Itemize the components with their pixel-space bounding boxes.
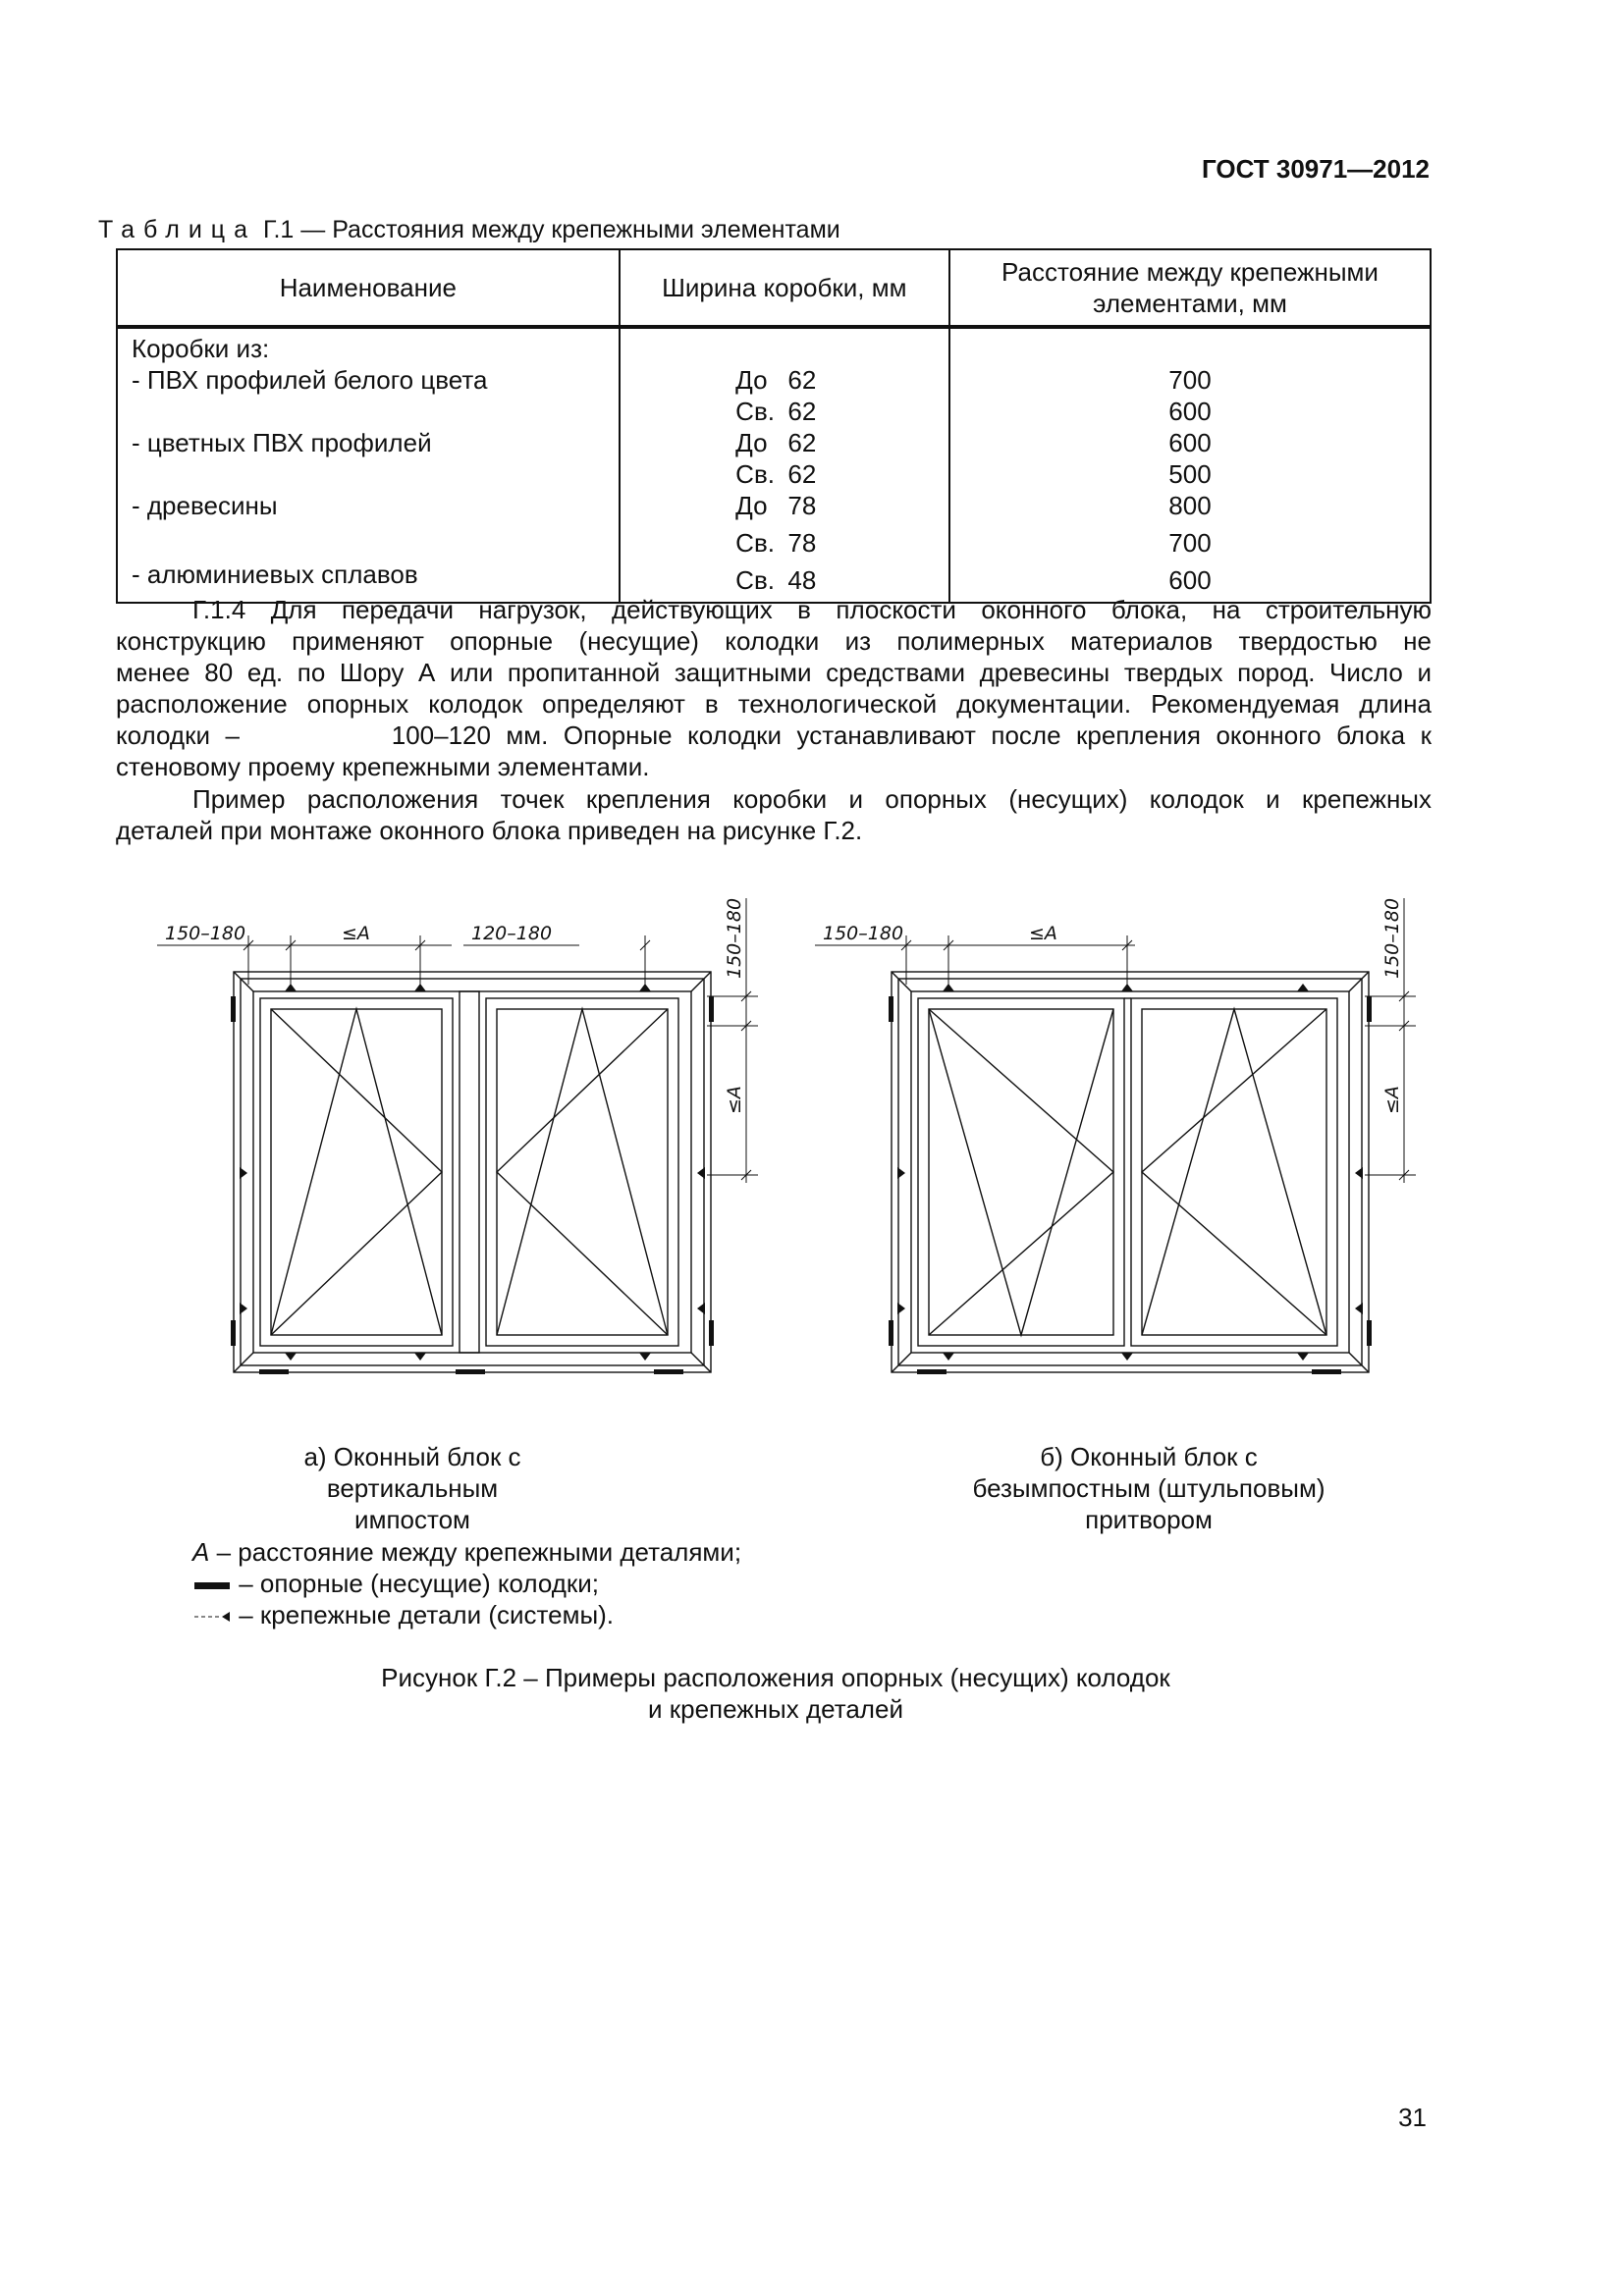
legend-row-a: [192, 1536, 741, 1568]
dim-middle-label: ≤A: [342, 923, 370, 944]
paragraph-g14: Г.1.4 Для передачи нагрузок, действующих в плоскости оконного блока, на строительную конструкцию применяют опорные (несущие) колодки из полимерных материалов твердостью не менее 80 ед. по Шору А или пропитанной защитными средствами древесины твердых пород. Число и расположение опорных колодок определяют в технологической документации. Рекомендуемая длина колодки – 100–120 мм. Опорные колодки устанавливают после крепления оконного блока к стеновому проему крепежными элементами.: [116, 595, 1432, 781]
width-value: Св. 62: [735, 459, 817, 489]
distance-value: 600: [1168, 428, 1212, 457]
legend-a-text: – расстояние между крепежными деталями;: [209, 1537, 742, 1567]
support-block-icon: [192, 1578, 232, 1592]
width-value: Св. 62: [735, 397, 817, 426]
table-caption-text: Г.1 — Расстояния между крепежными элементами: [262, 216, 840, 243]
legend-row-blocks: [192, 1568, 741, 1599]
distance-cell: [949, 327, 1431, 603]
document-header: ГОСТ 30971—2012: [1202, 154, 1430, 184]
frame-outline: [892, 972, 1369, 1372]
row-name: - цветных ПВХ профилей: [132, 428, 432, 457]
sash-right: [1131, 998, 1337, 1346]
figure-title: Рисунок Г.2 – Примеры расположения опорных (несущих) колодок и крепежных деталей: [381, 1663, 1170, 1724]
page-number: 31: [1398, 2103, 1427, 2132]
legend-a-symbol: А: [192, 1537, 210, 1567]
dim-side-top-label: 150–180: [724, 897, 745, 979]
table-body-row: [117, 327, 1431, 603]
figure-legend: [192, 1536, 741, 1630]
fastener-markers: [889, 984, 1372, 1374]
table-caption-prefix: Таблица: [98, 216, 257, 243]
column-header-name: Наименование: [117, 249, 620, 327]
row-name: - алюминиевых сплавов: [132, 560, 418, 589]
dim-side-mid-label: ≤A: [724, 1086, 745, 1114]
fastener-icon: [192, 1610, 232, 1624]
distance-value: 500: [1168, 459, 1212, 489]
distance-value: 800: [1168, 491, 1212, 520]
width-value: До 62: [735, 428, 817, 457]
window-drawing-mullion: [157, 888, 766, 1379]
paragraph-example: Пример расположения точек крепления коробки и опорных (несущих) колодок и крепежных деталей при монтаже оконного блока приведен на рисунке Г.2.: [116, 784, 1432, 845]
window-drawing-shtulp: [815, 888, 1424, 1379]
frame-outline: [234, 972, 711, 1372]
fastener-distance-table: [116, 248, 1432, 604]
width-cell: [620, 327, 949, 603]
width-value: Св. 48: [735, 565, 817, 595]
dim-left-label: 150–180: [823, 923, 904, 944]
sash-right: [486, 998, 678, 1346]
fastener-markers: [231, 984, 714, 1374]
legend-fasteners-text: – крепежные детали (системы).: [232, 1600, 615, 1629]
row-name: - древесины: [132, 491, 278, 520]
name-cell: [117, 327, 620, 603]
distance-value: 600: [1168, 397, 1212, 426]
sash-left: [918, 998, 1124, 1346]
row-name: - ПВХ профилей белого цвета: [132, 365, 488, 395]
width-value: До 62: [735, 365, 817, 395]
distance-value: 700: [1168, 528, 1212, 558]
distance-value: 600: [1168, 565, 1212, 595]
legend-blocks-text: – опорные (несущие) колодки;: [232, 1569, 600, 1598]
dim-side-mid-label: ≤A: [1381, 1086, 1403, 1114]
width-value: До 78: [735, 491, 817, 520]
width-value: Св. 78: [735, 528, 817, 558]
distance-value: 700: [1168, 365, 1212, 395]
dim-side-top-label: 150–180: [1381, 897, 1403, 979]
caption-variant-b: б) Оконный блок с безымпостным (штульповым) притвором: [972, 1442, 1325, 1534]
sash-left: [260, 998, 453, 1346]
dim-left-label: 150–180: [165, 923, 246, 944]
column-header-distance: Расстояние между крепежными элементами, мм: [949, 249, 1431, 327]
dim-middle-label: ≤A: [1029, 923, 1057, 944]
caption-variant-a: а) Оконный блок с вертикальным импостом: [303, 1442, 521, 1534]
group-label: Коробки из:: [132, 334, 270, 363]
mullion: [460, 991, 479, 1353]
table-caption: [98, 216, 840, 244]
legend-row-fasteners: [192, 1599, 741, 1630]
column-header-width: Ширина коробки, мм: [620, 249, 949, 327]
dim-right-label: 120–180: [471, 923, 553, 944]
